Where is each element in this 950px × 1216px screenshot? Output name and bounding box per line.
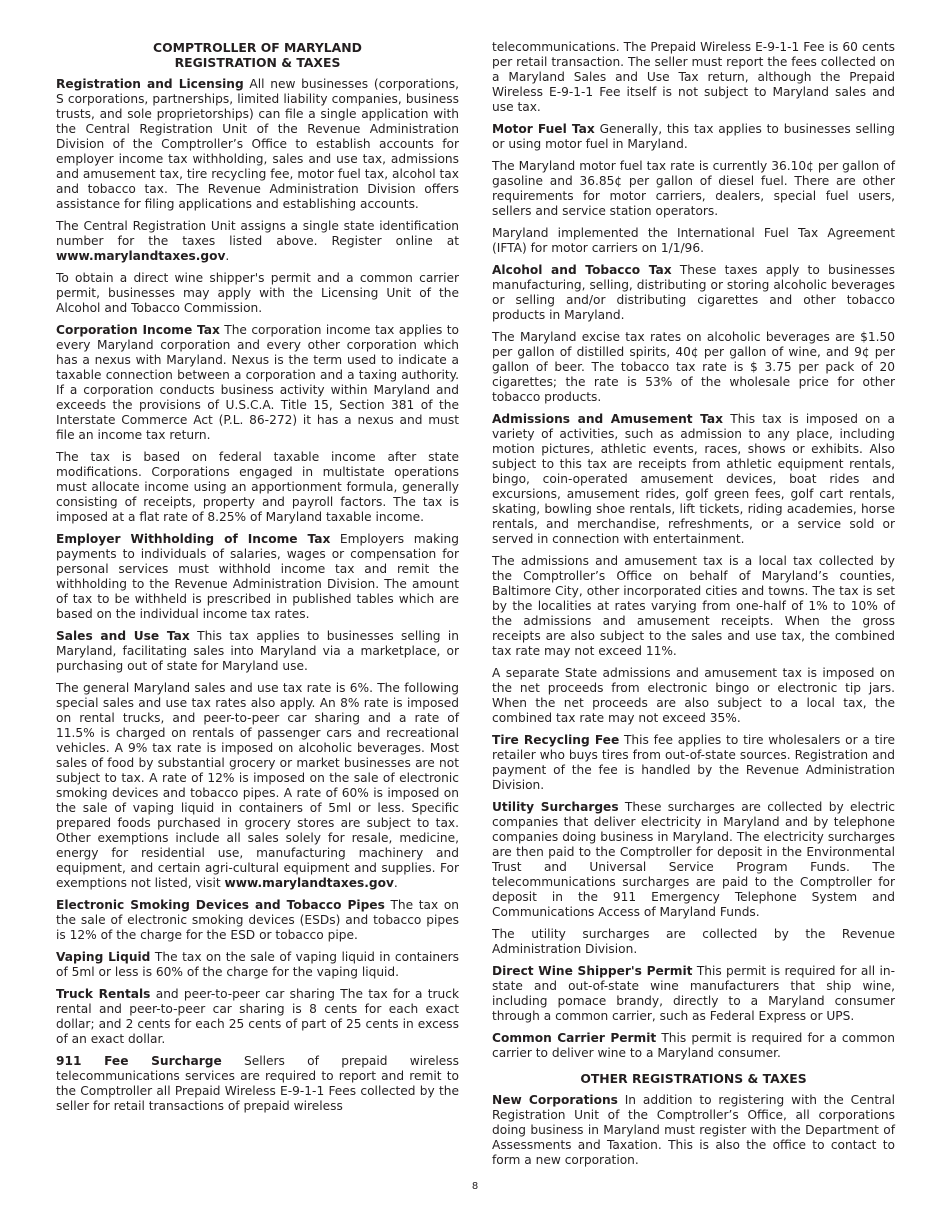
paragraph-title: Direct Wine Shipper's Permit [492,964,693,978]
paragraph-text: The tax on the sale of electronic smoking devices (ESDs) and tobacco pipes is 12% of the charge for the ESD or tobacco pipe. [56,898,459,942]
paragraph-title: Alcohol and Tobacco Tax [492,263,672,277]
paragraph-motor-fuel-tax [492,122,895,152]
paragraph-text: The Central Registration Unit assigns a single state identification number for the taxes listed above. Register online at [56,219,459,248]
paragraph-text: Employers making payments to individuals of salaries, wages or compensation for personal services must withhold income tax and remit the withholding to the Revenue Administration Division. The amount of tax to be withheld is prescribed in published tables which are based on the individual income tax rates. [56,532,459,621]
paragraph-text: All new businesses (corporations, S corporations, partnerships, limited liability companies, business trusts, and sole proprietorships) can file a single application with the Central Registration Unit of the Revenue Administration Division of the Comptroller’s Office to establish accounts for employer income tax withholding, sales and use tax, admissions and amusement tax, tire recycling fee, motor fuel tax, alcohol tax and tobacco tax. The Revenue Administration Division offers assistance for filing applications and establishing accounts. [56,77,459,211]
paragraph-employer-withholding [56,532,459,622]
page-number: 8 [471,1181,479,1192]
paragraph-title: Registration and Licensing [56,77,244,91]
paragraph-text: The tax on the sale of vaping liquid in containers of 5ml or less is 60% of the charge for the vaping liquid. [56,950,460,979]
section-heading-other: OTHER REGISTRATIONS & TAXES [580,1071,807,1086]
paragraph-911-fee-continued: telecommunications. The Prepaid Wireless E-9-1-1 Fee is 60 cents per retail transaction. The seller must report the fees collected on a Maryland Sales and Use Tax return, although the Prepaid Wireless E-9-1-1 Fee itself is not subject to Maryland sales and use tax. [492,40,895,114]
paragraph-truck-rentals [56,987,459,1047]
paragraph-title: Motor Fuel Tax [492,122,595,136]
paragraph-motor-fuel-rates: The Maryland motor fuel tax rate is currently 36.10¢ per gallon of gasoline and 36.85¢ per gallon of diesel fuel. There are other requirements for motor carriers, dealers, special fuel users, sellers and service station operators. [492,159,895,218]
paragraph-text: These taxes apply to businesses manufacturing, selling, distributing or storing alcoholic beverages or selling and/or distributing cigarettes and other tobacco products in Maryland. [492,263,896,322]
paragraph-state-admissions: A separate State admissions and amusement tax is imposed on the net proceeds from electronic bingo or electronic tip jars. When the net proceeds are also subject to a local tax, the combined tax rate may not exceed 35%. [492,666,895,725]
paragraph-central-registration [56,219,459,264]
paragraph-utility-surcharges [492,800,895,920]
paragraph-title: Electronic Smoking Devices and Tobacco Pipes [56,898,385,912]
paragraph-text: This fee applies to tire wholesalers or a tire retailer who buys tires from out-of-state sources. Registration and payment of the fee is handled by the Revenue Administration Division. [492,733,895,792]
paragraph-text: This permit is required for a common carrier to deliver wine to a Maryland consumer. [492,1031,895,1060]
paragraph-new-corporations [492,1093,895,1168]
paragraph-utility-collection: The utility surcharges are collected by the Revenue Administration Division. [492,927,895,956]
paragraph-end: . [393,876,398,890]
paragraph-911-fee [56,1054,459,1114]
paragraph-title: Vaping Liquid [56,950,151,964]
paragraph-local-admissions: The admissions and amusement tax is a local tax collected by the Comptroller’s Office on behalf of Maryland’s counties, Baltimore City, other incorporated cities and towns. The tax is set by the localities at rates varying from one-half of 1% to 10% of the admissions and amusement receipts. When the gross receipts are also subject to the sales and use tax, the combined tax rate may not exceed 11%. [492,554,895,658]
paragraph-text: In addition to registering with the Central Registration Unit of the Comptroller’s Office, all corporations doing business in Maryland must register with the Department of Assessments and Taxation. This is also the office to contact to form a new corporation. [492,1093,895,1167]
paragraph-common-carrier [492,1031,895,1061]
paragraph-vaping-liquid [56,950,459,980]
paragraph-text: These surcharges are collected by electric companies that deliver electricity in Maryland and by telephone companies doing business in Maryland. The electricity surcharges are then paid to the Comptroller for deposit in the Environmental Trust and Universal Service Program Funds. The telecommunications surcharges are paid to the Comptroller for deposit in the 911 Emergency Telephone System and Communications Access of Maryland Funds. [492,800,896,919]
paragraph-direct-wine-shipper [492,964,895,1024]
paragraph-excise-rates: The Maryland excise tax rates on alcoholic beverages are $1.50 per gallon of distilled spirits, 40¢ per gallon of wine, and 9¢ per gallon of beer. The tobacco tax rate is $ 3.75 per pack of 20 cigarettes; the rate is 53% of the wholesale price for other tobacco products. [492,330,895,404]
paragraph-text: This tax is imposed on a variety of activities, such as admission to any place, including motion pictures, athletic events, races, shows or exhibits. Also subject to this tax are receipts from athletic equipment rentals, bingo, coin-operated amusement devices, boat rides and excursions, amusement rides, golf green fees, golf cart rentals, skating, bowling shoe rentals, lift tickets, riding academies, horse rentals, and merchandise, refreshments, or a service sold or served in connection with entertainment. [492,412,896,546]
paragraph-text: The general Maryland sales and use tax rate is 6%. The following special sales and use tax rates also apply. An 8% rate is imposed on rental trucks, and peer-to-peer car sharing and a rate of 11.5% is charged on rentals of passenger cars and recreational vehicles. A 9% tax rate is imposed on alcoholic beverages. Most sales of food by substantial grocery or market businesses are not subject to tax. A rate of 12% is imposed on the sale of electronic smoking devices and tobacco pipes. A rate of 60% is imposed on the sale of vaping liquid in containers of 5ml or less. Specific prepared foods purchased in grocery stores are subject to tax. Other exemptions include all sales solely for resale, medicine, energy for residential use, manufacturing machinery and equipment, and certain agri-cultural equipment and supplies. For exemptions not listed, visit [56,681,459,890]
paragraph-title: Tire Recycling Fee [492,733,620,747]
paragraph-title: 911 Fee Surcharge [56,1054,222,1068]
section-heading [56,40,459,70]
paragraph-title: Corporation Income Tax [56,323,220,337]
paragraph-ifta: Maryland implemented the International Fuel Tax Agreement (IFTA) for motor carriers on 1/1/96. [492,226,895,255]
paragraph-admissions-amusement [492,412,895,547]
paragraph-text: This tax applies to businesses selling in Maryland, facilitating sales into Maryland via a marketplace, or purchasing out of state for Maryland use. [56,629,459,673]
paragraph-alcohol-tobacco-tax [492,263,895,323]
paragraph-sales-tax-rates [56,681,459,891]
paragraph-end: . [225,249,230,263]
paragraph-sales-use-tax [56,629,459,674]
website-link[interactable]: www.marylandtaxes.gov [56,249,226,263]
paragraph-federal-taxable-income: The tax is based on federal taxable income after state modifications. Corporations engaged in multistate operations must allocate income using an apportionment formula, generally consisting of receipts, property and payroll factors. The tax is imposed at a flat rate of 8.25% of Maryland taxable income. [56,450,459,524]
paragraph-title: Truck Rentals [56,987,151,1001]
paragraph-corporation-income-tax [56,323,459,443]
paragraph-text: and peer-to-peer car sharing The tax for a truck rental and peer-to-peer car sharing is 8 cents for each exact dollar; and 2 cents for each 25 cents of part of 25 cents in excess of an exact dollar. [56,987,460,1046]
website-link[interactable]: www.marylandtaxes.gov [224,876,394,890]
paragraph-text: The corporation income tax applies to every Maryland corporation and every other corporation which has a nexus with Maryland. Nexus is the term used to indicate a taxable connection between a corporation and a taxing authority. If a corporation conducts business activity within Maryland and exceeds the provisions of U.S.C.A. Title 15, Section 381 of the Interstate Commerce Act (P.L. 86-272) it has a nexus and must file an income tax return. [56,323,459,442]
paragraph-title: Employer Withholding of Income Tax [56,532,331,546]
paragraph-wine-shipper-permit: To obtain a direct wine shipper's permit and a common carrier permit, businesses may apply with the Licensing Unit of the Alcohol and Tobacco Commission. [56,271,459,315]
paragraph-text: This permit is required for all in-state and out-of-state wine manufacturers that ship wine, including pomace brandy, directly to a Maryland consumer through a common carrier, such as Federal Express or UPS. [492,964,895,1023]
paragraph-title: Admissions and Amusement Tax [492,412,723,426]
heading-line-2: REGISTRATION & TAXES [174,55,341,70]
paragraph-electronic-smoking [56,898,459,943]
paragraph-registration-licensing [56,77,459,212]
paragraph-title: New Corporations [492,1093,618,1107]
paragraph-tire-recycling [492,733,895,793]
paragraph-text: Generally, this tax applies to businesses selling or using motor fuel in Maryland. [492,122,895,151]
heading-line-1: COMPTROLLER OF MARYLAND [153,40,362,55]
paragraph-title: Common Carrier Permit [492,1031,657,1045]
left-column [56,40,459,1121]
paragraph-text: Sellers of prepaid wireless telecommunications services are required to report and remit to the Comptroller all Prepaid Wireless E-9-1-1 Fees collected by the seller for retail transactions of prepaid wireless [56,1054,459,1113]
paragraph-title: Utility Surcharges [492,800,619,814]
paragraph-title: Sales and Use Tax [56,629,190,643]
right-column [492,40,895,1175]
